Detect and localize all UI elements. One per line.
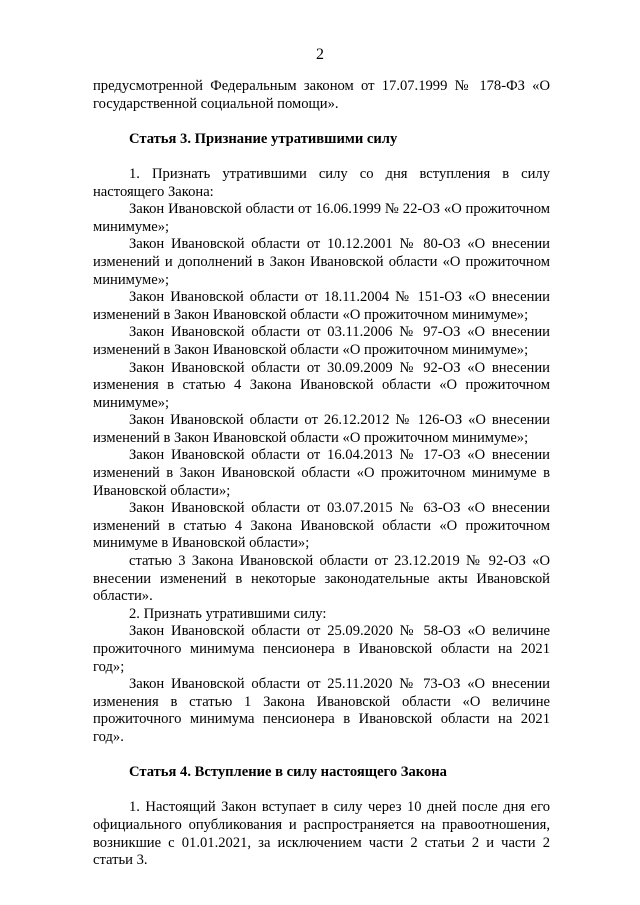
- article-3-paragraph: Закон Ивановской области от 18.11.2004 № 151-ОЗ «О внесении изменений в Закон Ивановской области «О прожиточном минимуме»;: [93, 289, 550, 323]
- article-3-paragraph: Закон Ивановской области от 25.09.2020 № 58-ОЗ «О величине прожиточного минимума пенсионера в Ивановской области на 2021 год»;: [93, 623, 550, 675]
- article-3-paragraph: статью 3 Закона Ивановской области от 23.12.2019 № 92-ОЗ «О внесении изменений в некоторые законодательные акты Ивановской области».: [93, 553, 550, 605]
- article-4-heading: Статья 4. Вступление в силу настоящего Закона: [129, 764, 447, 781]
- article-3-paragraph: Закон Ивановской области от 03.11.2006 № 97-ОЗ «О внесении изменений в Закон Ивановской области «О прожиточном минимуме»;: [93, 324, 550, 358]
- article-3-paragraph: Закон Ивановской области от 10.12.2001 № 80-ОЗ «О внесении изменений и дополнений в Закон Ивановской области «О прожиточном минимуме»;: [93, 236, 550, 288]
- document-body: [93, 78, 550, 870]
- spacer: [93, 113, 550, 131]
- spacer: [93, 148, 550, 166]
- article-3-paragraph: Закон Ивановской области от 25.11.2020 № 73-ОЗ «О внесении изменения в статью 1 Закона Ивановской области «О величине прожиточного минимума пенсионера в Ивановской области на 2021 год».: [93, 676, 550, 745]
- article-3-paragraph: 1. Признать утратившими силу со дня вступления в силу настоящего Закона:: [93, 165, 550, 200]
- article-3-paragraph: 2. Признать утратившими силу:: [129, 605, 327, 622]
- article-4-paragraph: 1. Настоящий Закон вступает в силу через 10 дней после дня его официального опубликования и распространяется на правоотношения, возникшие с 01.01.2021, за исключением части 2 статьи 2 и части 2 статьи 3.: [93, 799, 550, 869]
- intro-paragraph: предусмотренной Федеральным законом от 17.07.1999 № 178-ФЗ «О государственной социальной помощи».: [93, 78, 550, 112]
- article-3-paragraph: Закон Ивановской области от 26.12.2012 № 126-ОЗ «О внесении изменений в Закон Ивановской области «О прожиточном минимуме»;: [93, 412, 550, 446]
- article-3-paragraph: Закон Ивановской области от 16.06.1999 № 22-ОЗ «О прожиточном минимуме»;: [93, 201, 550, 235]
- spacer: [93, 782, 550, 800]
- article-3-heading: Статья 3. Признание утратившими силу: [129, 130, 398, 147]
- article-3-paragraph: Закон Ивановской области от 03.07.2015 № 63-ОЗ «О внесении изменений в статью 4 Закона Ивановской области «О прожиточном минимуме в Ивановской области»;: [93, 500, 550, 552]
- spacer: [93, 747, 550, 765]
- article-3-paragraph: Закон Ивановской области от 16.04.2013 № 17-ОЗ «О внесении изменений в Закон Ивановской области «О прожиточном минимуме в Ивановской области»;: [93, 447, 550, 499]
- article-3-paragraph: Закон Ивановской области от 30.09.2009 № 92-ОЗ «О внесении изменения в статью 4 Закона Ивановской области «О прожиточном минимуме»;: [93, 359, 550, 411]
- page-number: 2: [316, 46, 324, 63]
